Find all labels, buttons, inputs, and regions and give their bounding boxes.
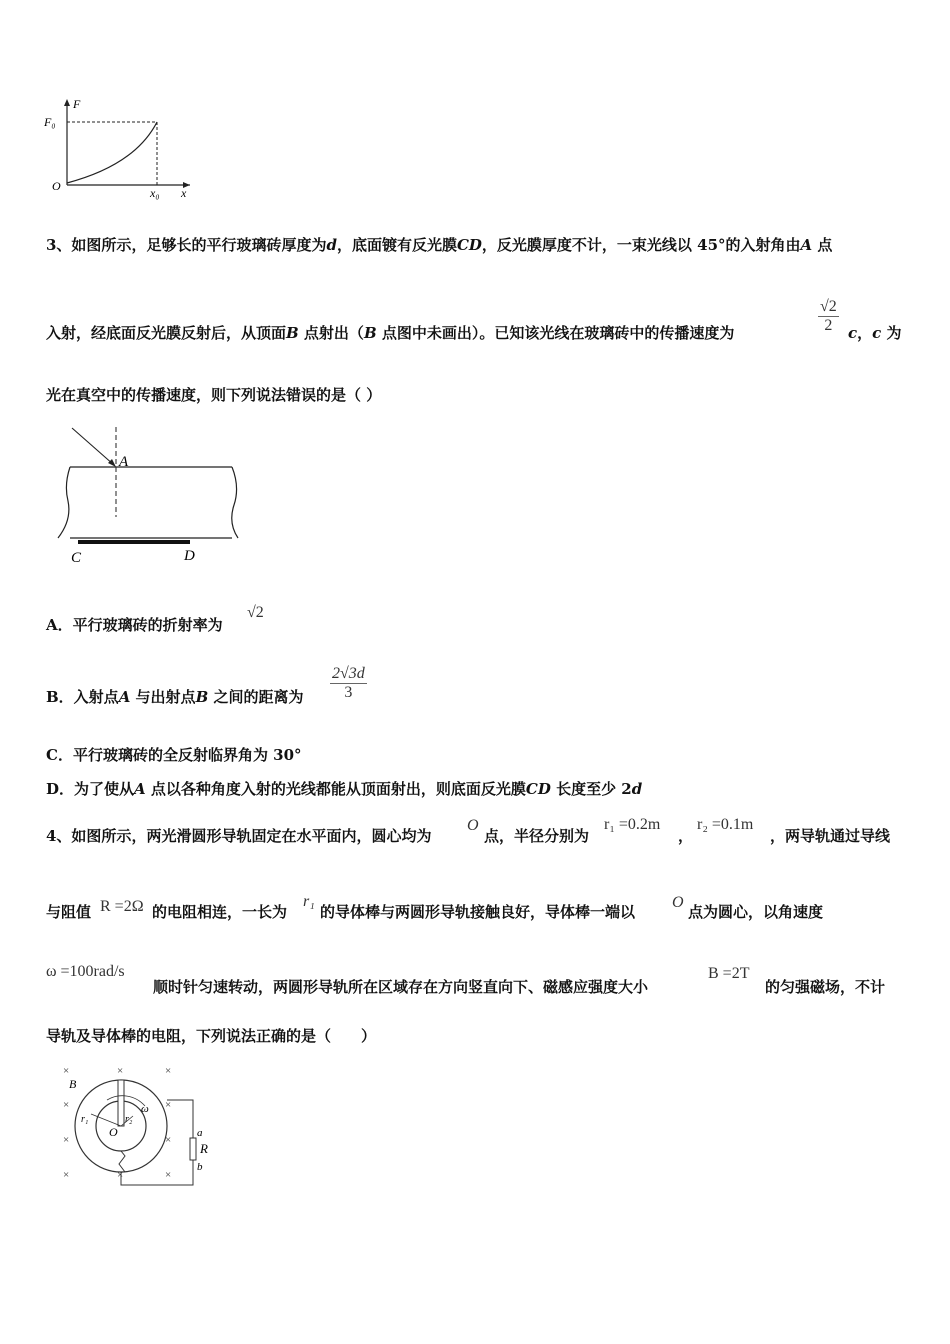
rod-length-math: r₁: [303, 893, 315, 910]
q4-comma: ，: [678, 827, 694, 845]
point-c-label: C: [71, 550, 82, 566]
q4-line-1-mid: 点，半径分别为: [484, 827, 590, 845]
f-axis-label: F: [73, 97, 81, 111]
x0-label: x₀: [150, 186, 160, 200]
circular-rails-figure: [55, 1060, 225, 1195]
q4-line-4: 导轨及导体棒的电阻，下列说法正确的是（ ）: [46, 1027, 377, 1045]
svg-text:×: ×: [165, 1134, 172, 1146]
field-strength-math: B =2T: [708, 965, 750, 982]
svg-text:×: ×: [165, 1065, 172, 1077]
q3-line-1: 3、如图所示，足够长的平行玻璃砖厚度为d，底面镀有反光膜CD，反光膜厚度不计，一束光线以 45°的入射角由A 点: [46, 236, 833, 254]
q3-option-b: B．入射点A 与出射点B 之间的距离为: [46, 688, 304, 706]
x-axis-label: x: [181, 186, 187, 200]
q4-line-1-end: ，两导轨通过导线: [770, 827, 891, 845]
glass-slab-figure: [50, 425, 250, 570]
q3-line-2-end: c，c 为: [848, 324, 902, 342]
svg-text:×: ×: [63, 1134, 70, 1146]
terminal-a-label: a: [197, 1127, 203, 1139]
q4-line-3-a: 顺时针匀速转动，两圆形导轨所在区域存在方向竖直向下、磁感应强度大小: [153, 978, 649, 996]
q3-line-2: 入射，经底面反光膜反射后，从顶面B 点射出（B 点图中未画出）。已知该光线在玻璃砖中的传播速度为: [46, 324, 735, 342]
option-a-math: √2: [247, 604, 264, 621]
q4-line-2-start: 与阻值: [46, 903, 92, 921]
q3-line-3: 光在真空中的传播速度，则下列说法错误的是（ ）: [46, 386, 382, 404]
origin-label: O: [52, 179, 61, 193]
omega-label: ω: [141, 1103, 149, 1115]
q3-option-d: D．为了使从A 点以各种角度入射的光线都能从顶面射出，则底面反光膜CD 长度至少 2d: [46, 780, 643, 798]
r1-value-math: r₁ =0.2m: [604, 816, 661, 833]
r2-value-math: r₂ =0.1m: [697, 816, 754, 833]
q3-option-a: A．平行玻璃砖的折射率为: [46, 616, 223, 634]
option-b-fraction: $\frac{2√3d}{3}$: [332, 665, 365, 701]
svg-text:×: ×: [117, 1169, 124, 1181]
svg-text:×: ×: [63, 1065, 70, 1077]
q3-option-c: C．平行玻璃砖的全反射临界角为 30°: [46, 746, 302, 764]
resistance-math: R =2Ω: [100, 898, 144, 915]
q4-line-2-b: 的导体棒与两圆形导轨接触良好，导体棒一端以: [320, 903, 636, 921]
point-a-label: A: [119, 454, 129, 470]
center-o-math-2: O: [672, 894, 684, 911]
light-speed-fraction: $\frac{√2}{2}$: [820, 298, 837, 334]
q4-line-2-end: 点为圆心，以角速度: [688, 903, 824, 921]
r2-label: r₂: [125, 1114, 133, 1125]
q4-line-2-a: 的电阻相连，一长为: [152, 903, 288, 921]
svg-text:×: ×: [63, 1169, 70, 1181]
angular-speed-math: ω =100rad/s: [46, 963, 125, 980]
svg-text:×: ×: [63, 1099, 70, 1111]
f0-label: F₀: [44, 115, 56, 129]
svg-text:×: ×: [117, 1065, 124, 1077]
point-d-label: D: [184, 548, 195, 564]
terminal-b-label: b: [197, 1161, 203, 1173]
svg-text:×: ×: [165, 1099, 172, 1111]
field-b-label: B: [69, 1077, 77, 1091]
force-displacement-graph: [40, 95, 200, 200]
center-o-label: O: [109, 1125, 118, 1139]
center-o-math: O: [467, 817, 479, 834]
resistor-r-label: R: [200, 1141, 208, 1156]
svg-text:×: ×: [165, 1169, 172, 1181]
q4-line-1-start: 4、如图所示，两光滑圆形导轨固定在水平面内，圆心均为: [46, 827, 432, 845]
q4-line-3-end: 的匀强磁场，不计: [765, 978, 886, 996]
r1-label: r₁: [81, 1114, 89, 1125]
